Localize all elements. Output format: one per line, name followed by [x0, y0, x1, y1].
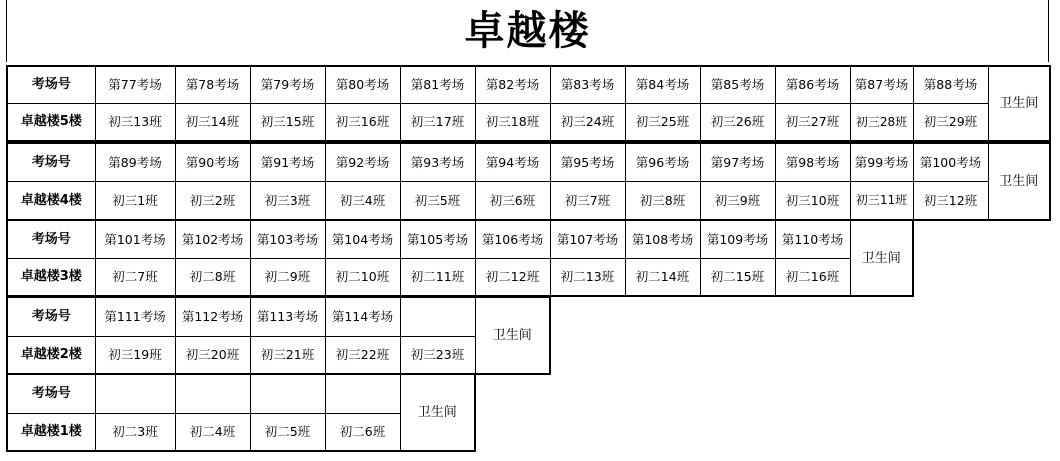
class-cell: 初二16班	[775, 258, 850, 296]
class-cell: 初三27班	[775, 103, 850, 141]
exam-room-cell: 第109考场	[700, 220, 775, 258]
class-cell: 初三13班	[95, 103, 175, 141]
class-cell: 初三10班	[775, 181, 850, 220]
exam-room-cell: 第86考场	[775, 66, 850, 103]
exam-room-cell: 第103考场	[250, 220, 325, 258]
exam-room-cell: 第95考场	[550, 143, 625, 181]
exam-room-cell: 第89考场	[95, 143, 175, 181]
exam-room-label: 考场号	[7, 66, 95, 103]
exam-room-cell: 第81考场	[400, 66, 475, 103]
class-cell: 初二9班	[250, 258, 325, 296]
class-cell: 初三24班	[550, 103, 625, 141]
exam-room-label: 考场号	[7, 220, 95, 258]
exam-room-cell: 第108考场	[625, 220, 700, 258]
class-cell: 初二13班	[550, 258, 625, 296]
exam-room-cell: 第110考场	[775, 220, 850, 258]
class-cell: 初三15班	[250, 103, 325, 141]
class-cell: 初三5班	[400, 181, 475, 220]
class-cell: 初三6班	[475, 181, 550, 220]
exam-room-cell	[400, 297, 475, 336]
class-cell: 初三29班	[913, 103, 988, 141]
class-cell: 初三12班	[913, 181, 988, 220]
exam-room-cell: 第93考场	[400, 143, 475, 181]
class-cell: 初三9班	[700, 181, 775, 220]
class-cell: 初三19班	[95, 336, 175, 374]
floor-label: 卓越楼2楼	[7, 336, 95, 374]
class-row	[7, 258, 913, 296]
exam-room-cell: 第104考场	[325, 220, 400, 258]
exam-room-cell: 第90考场	[175, 143, 250, 181]
class-cell: 初二3班	[95, 413, 175, 451]
exam-room-cell: 第113考场	[250, 297, 325, 336]
class-row	[7, 103, 1050, 141]
class-cell: 初三18班	[475, 103, 550, 141]
exam-room-cell: 第82考场	[475, 66, 550, 103]
floor-label: 卓越楼1楼	[7, 413, 95, 451]
restroom-cell: 卫生间	[850, 220, 913, 296]
exam-room-cell: 第100考场	[913, 143, 988, 181]
restroom-cell: 卫生间	[988, 143, 1050, 220]
class-cell: 初三7班	[550, 181, 625, 220]
class-cell: 初二5班	[250, 413, 325, 451]
exam-room-cell: 第101考场	[95, 220, 175, 258]
restroom-cell: 卫生间	[475, 297, 550, 374]
class-row	[7, 336, 550, 374]
class-cell: 初三8班	[625, 181, 700, 220]
class-cell: 初二8班	[175, 258, 250, 296]
exam-room-cell: 第111考场	[95, 297, 175, 336]
class-cell: 初三17班	[400, 103, 475, 141]
floor-label: 卓越楼5楼	[7, 103, 95, 141]
class-cell: 初三21班	[250, 336, 325, 374]
exam-room-cell: 第94考场	[475, 143, 550, 181]
class-cell: 初二6班	[325, 413, 400, 451]
floor-table	[6, 296, 551, 375]
exam-room-cell: 第98考场	[775, 143, 850, 181]
title-banner	[6, 0, 1049, 62]
exam-room-cell: 第80考场	[325, 66, 400, 103]
class-cell: 初二14班	[625, 258, 700, 296]
exam-room-cell: 第97考场	[700, 143, 775, 181]
exam-room-cell: 第88考场	[913, 66, 988, 103]
page-title: 卓越楼	[464, 7, 591, 54]
exam-room-cell: 第114考场	[325, 297, 400, 336]
class-cell: 初二11班	[400, 258, 475, 296]
exam-room-cell	[95, 374, 175, 413]
floor-table	[6, 65, 1051, 142]
class-cell: 初三16班	[325, 103, 400, 141]
class-cell: 初三3班	[250, 181, 325, 220]
class-cell: 初三1班	[95, 181, 175, 220]
class-cell: 初三14班	[175, 103, 250, 141]
floor-table	[6, 373, 476, 452]
exam-room-cell: 第102考场	[175, 220, 250, 258]
class-cell: 初二7班	[95, 258, 175, 296]
exam-room-cell	[175, 374, 250, 413]
exam-room-cell: 第107考场	[550, 220, 625, 258]
exam-room-row	[7, 220, 913, 258]
exam-room-cell: 第105考场	[400, 220, 475, 258]
exam-room-cell: 第84考场	[625, 66, 700, 103]
class-cell: 初二4班	[175, 413, 250, 451]
class-cell: 初三2班	[175, 181, 250, 220]
exam-room-cell: 第83考场	[550, 66, 625, 103]
exam-room-cell: 第85考场	[700, 66, 775, 103]
exam-room-cell: 第92考场	[325, 143, 400, 181]
exam-room-row	[7, 297, 550, 336]
class-cell: 初三22班	[325, 336, 400, 374]
class-cell: 初三28班	[850, 103, 913, 141]
class-cell: 初三11班	[850, 181, 913, 220]
exam-room-label: 考场号	[7, 143, 95, 181]
restroom-cell: 卫生间	[988, 66, 1050, 141]
exam-room-cell: 第87考场	[850, 66, 913, 103]
class-row	[7, 181, 1050, 220]
exam-room-row	[7, 143, 1050, 181]
floor-table	[6, 219, 914, 297]
class-cell: 初三26班	[700, 103, 775, 141]
class-cell: 初三20班	[175, 336, 250, 374]
restroom-cell: 卫生间	[400, 374, 475, 451]
exam-room-cell: 第112考场	[175, 297, 250, 336]
exam-room-cell: 第79考场	[250, 66, 325, 103]
exam-room-cell	[325, 374, 400, 413]
class-cell: 初三23班	[400, 336, 475, 374]
floor-label: 卓越楼3楼	[7, 258, 95, 296]
class-cell: 初二12班	[475, 258, 550, 296]
exam-room-cell: 第99考场	[850, 143, 913, 181]
floor-table	[6, 142, 1051, 221]
exam-room-cell: 第91考场	[250, 143, 325, 181]
class-cell: 初三25班	[625, 103, 700, 141]
exam-room-label: 考场号	[7, 297, 95, 336]
exam-room-row	[7, 374, 475, 413]
exam-room-cell: 第78考场	[175, 66, 250, 103]
exam-room-label: 考场号	[7, 374, 95, 413]
exam-room-cell: 第106考场	[475, 220, 550, 258]
exam-room-row	[7, 66, 1050, 103]
class-cell: 初二10班	[325, 258, 400, 296]
class-cell: 初二15班	[700, 258, 775, 296]
exam-room-cell: 第77考场	[95, 66, 175, 103]
exam-room-cell: 第96考场	[625, 143, 700, 181]
exam-room-cell	[250, 374, 325, 413]
class-cell: 初三4班	[325, 181, 400, 220]
floor-label: 卓越楼4楼	[7, 181, 95, 220]
